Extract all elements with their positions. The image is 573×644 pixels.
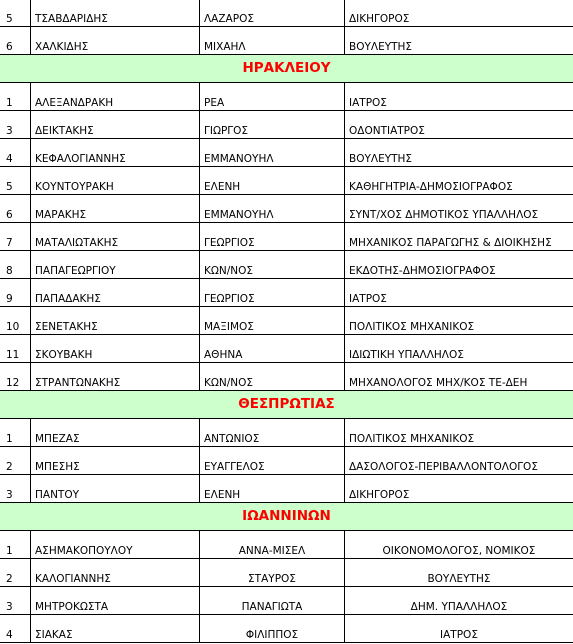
surname-cell: ΜΗΤΡΟΚΩΣΤΑ <box>31 587 200 615</box>
firstname-cell: ΠΑΝΑΓΙΩΤΑ <box>200 587 345 615</box>
profession-cell: ΕΚΔΟΤΗΣ-ΔΗΜΟΣΙΟΓΡΑΦΟΣ <box>345 251 573 279</box>
firstname-cell: ΛΑΖΑΡΟΣ <box>200 0 345 27</box>
firstname-cell: ΚΩΝ/ΝΟΣ <box>200 363 345 391</box>
profession-cell: ΒΟΥΛΕΥΤΗΣ <box>345 27 573 55</box>
table-row <box>0 0 573 27</box>
row-number: 3 <box>0 587 31 615</box>
section-header-thesprotia <box>0 391 573 419</box>
firstname-cell: ΓΕΩΡΓΙΟΣ <box>200 279 345 307</box>
row-number: 4 <box>0 615 31 643</box>
row-number: 3 <box>0 475 31 503</box>
firstname-cell: ΜΙΧΑΗΛ <box>200 27 345 55</box>
table-row <box>0 419 573 447</box>
row-number: 2 <box>0 559 31 587</box>
section-title: ΘΕΣΠΡΩΤΙΑΣ <box>0 391 573 419</box>
profession-cell: ΔΙΚΗΓΟΡΟΣ <box>345 0 573 27</box>
table-row <box>0 111 573 139</box>
firstname-cell: ΕΜΜΑΝΟΥΗΛ <box>200 139 345 167</box>
table-row <box>0 363 573 391</box>
row-number: 3 <box>0 111 31 139</box>
table-row <box>0 83 573 111</box>
surname-cell: ΚΑΛΟΓΙΑΝΝΗΣ <box>31 559 200 587</box>
surname-cell: ΑΣΗΜΑΚΟΠΟΥΛΟΥ <box>31 531 200 559</box>
table-row <box>0 307 573 335</box>
profession-cell: ΜΗΧΑΝΙΚΟΣ ΠΑΡΑΓΩΓΗΣ & ΔΙΟΙΚΗΣΗΣ <box>345 223 573 251</box>
row-number: 1 <box>0 419 31 447</box>
table-row <box>0 195 573 223</box>
table-row <box>0 475 573 503</box>
section-title: ΗΡΑΚΛΕΙΟΥ <box>0 55 573 83</box>
surname-cell: ΣΚΟΥΒΑΚΗ <box>31 335 200 363</box>
profession-cell: ΔΑΣΟΛΟΓΟΣ-ΠΕΡΙΒΑΛΛΟΝΤΟΛΟΓΟΣ <box>345 447 573 475</box>
table-row <box>0 447 573 475</box>
profession-cell: ΒΟΥΛΕΥΤΗΣ <box>345 559 573 587</box>
profession-cell: ΙΔΙΩΤΙΚΗ ΥΠΑΛΛΗΛΟΣ <box>345 335 573 363</box>
firstname-cell: ΦΙΛΙΠΠΟΣ <box>200 615 345 643</box>
profession-cell: ΔΙΚΗΓΟΡΟΣ <box>345 475 573 503</box>
firstname-cell: ΕΜΜΑΝΟΥΗΛ <box>200 195 345 223</box>
table-row <box>0 559 573 587</box>
firstname-cell: ΓΕΩΡΓΙΟΣ <box>200 223 345 251</box>
row-number: 9 <box>0 279 31 307</box>
table-row <box>0 139 573 167</box>
profession-cell: ΠΟΛΙΤΙΚΟΣ ΜΗΧΑΝΙΚΟΣ <box>345 419 573 447</box>
row-number: 10 <box>0 307 31 335</box>
surname-cell: ΚΟΥΝΤΟΥΡΑΚΗ <box>31 167 200 195</box>
firstname-cell: ΜΑΞΙΜΟΣ <box>200 307 345 335</box>
surname-cell: ΑΛΕΞΑΝΔΡΑΚΗ <box>31 83 200 111</box>
surname-cell: ΠΑΠΑΓΕΩΡΓΙΟΥ <box>31 251 200 279</box>
row-number: 8 <box>0 251 31 279</box>
row-number: 11 <box>0 335 31 363</box>
row-number: 1 <box>0 531 31 559</box>
firstname-cell: ΕΛΕΝΗ <box>200 167 345 195</box>
profession-cell: ΙΑΤΡΟΣ <box>345 83 573 111</box>
surname-cell: ΠΑΠΑΔΑΚΗΣ <box>31 279 200 307</box>
profession-cell: ΔΗΜ. ΥΠΑΛΛΗΛΟΣ <box>345 587 573 615</box>
table-row <box>0 167 573 195</box>
surname-cell: ΔΕΙΚΤΑΚΗΣ <box>31 111 200 139</box>
table-row <box>0 531 573 559</box>
firstname-cell: ΡΕΑ <box>200 83 345 111</box>
row-number: 6 <box>0 27 31 55</box>
row-number: 12 <box>0 363 31 391</box>
table-row <box>0 223 573 251</box>
profession-cell: ΠΟΛΙΤΙΚΟΣ ΜΗΧΑΝΙΚΟΣ <box>345 307 573 335</box>
table-row <box>0 587 573 615</box>
row-number: 5 <box>0 0 31 27</box>
table-row <box>0 251 573 279</box>
surname-cell: ΧΑΛΚΙΔΗΣ <box>31 27 200 55</box>
firstname-cell: ΕΥΑΓΓΕΛΟΣ <box>200 447 345 475</box>
table-row <box>0 615 573 643</box>
surname-cell: ΠΑΝΤΟΥ <box>31 475 200 503</box>
table-row <box>0 27 573 55</box>
row-number: 1 <box>0 83 31 111</box>
table-row <box>0 335 573 363</box>
firstname-cell: ΓΙΩΡΓΟΣ <box>200 111 345 139</box>
firstname-cell: ΑΝΝΑ-ΜΙΣΕΛ <box>200 531 345 559</box>
row-number: 6 <box>0 195 31 223</box>
surname-cell: ΣΤΡΑΝΤΩΝΑΚΗΣ <box>31 363 200 391</box>
surname-cell: ΜΠΕΖΑΣ <box>31 419 200 447</box>
profession-cell: ΟΙΚΟΝΟΜΟΛΟΓΟΣ, ΝΟΜΙΚΟΣ <box>345 531 573 559</box>
firstname-cell: ΕΛΕΝΗ <box>200 475 345 503</box>
profession-cell: ΟΔΟΝΤΙΑΤΡΟΣ <box>345 111 573 139</box>
row-number: 5 <box>0 167 31 195</box>
firstname-cell: ΑΝΤΩΝΙΟΣ <box>200 419 345 447</box>
profession-cell: ΚΑΘΗΓΗΤΡΙΑ-ΔΗΜΟΣΙΟΓΡΑΦΟΣ <box>345 167 573 195</box>
surname-cell: ΤΣΑΒΔΑΡΙΔΗΣ <box>31 0 200 27</box>
surname-cell: ΜΠΕΣΗΣ <box>31 447 200 475</box>
row-number: 4 <box>0 139 31 167</box>
table-row <box>0 279 573 307</box>
row-number: 2 <box>0 447 31 475</box>
section-header-heraklion <box>0 55 573 83</box>
profession-cell: ΙΑΤΡΟΣ <box>345 279 573 307</box>
profession-cell: ΒΟΥΛΕΥΤΗΣ <box>345 139 573 167</box>
firstname-cell: ΚΩΝ/ΝΟΣ <box>200 251 345 279</box>
surname-cell: ΜΑΤΑΛΙΩΤΑΚΗΣ <box>31 223 200 251</box>
profession-cell: ΙΑΤΡΟΣ <box>345 615 573 643</box>
section-header-ioannina <box>0 503 573 531</box>
row-number: 7 <box>0 223 31 251</box>
section-title: ΙΩΑΝΝΙΝΩΝ <box>0 503 573 531</box>
surname-cell: ΜΑΡΑΚΗΣ <box>31 195 200 223</box>
surname-cell: ΣΙΑΚΑΣ <box>31 615 200 643</box>
firstname-cell: ΑΘΗΝΑ <box>200 335 345 363</box>
profession-cell: ΜΗΧΑΝΟΛΟΓΟΣ ΜΗΧ/ΚΟΣ ΤΕ-ΔΕΗ <box>345 363 573 391</box>
surname-cell: ΣΕΝΕΤΑΚΗΣ <box>31 307 200 335</box>
surname-cell: ΚΕΦΑΛΟΓΙΑΝΝΗΣ <box>31 139 200 167</box>
firstname-cell: ΣΤΑΥΡΟΣ <box>200 559 345 587</box>
profession-cell: ΣΥΝΤ/ΧΟΣ ΔΗΜΟΤΙΚΟΣ ΥΠΑΛΛΗΛΟΣ <box>345 195 573 223</box>
